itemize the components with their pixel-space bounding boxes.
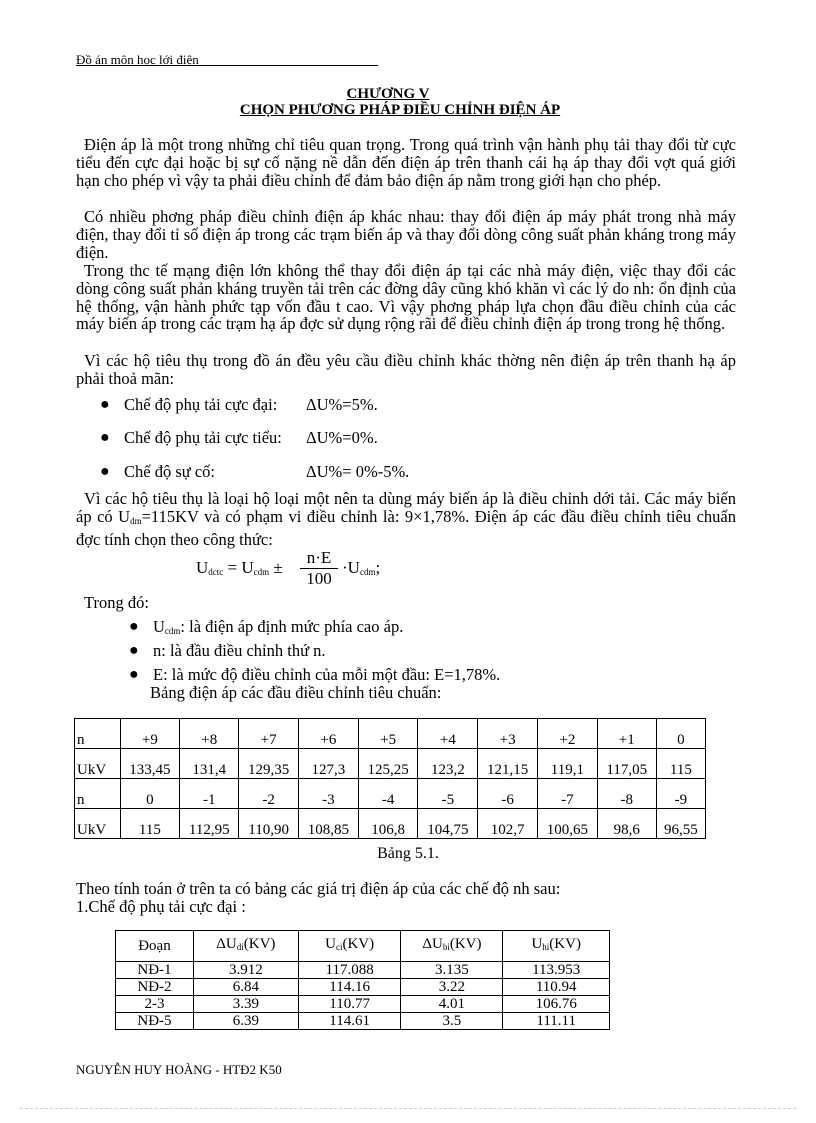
paragraph-1: Điện áp là một trong những chỉ tiêu quan trọng. Trong quá trình vận hành phụ tải thay đổi từ cực tiểu đến cực đại hoặc bị sự cố nặng nề dẫn đến điện áp trên thanh cái hạ áp thay đổi vợt quá giới hạn cho phép vì vậy ta phải điều chỉnh để đảm bảo điện áp nằm trong giới hạn cho phép. — [76, 135, 736, 190]
bullet-icon: ● — [129, 642, 139, 659]
paragraph-transformer: Vì các hộ tiêu thụ là loại hộ loại một nên ta dùng máy biến áp là điều chỉnh dới tải. Các máy biến áp có $U_{dm}=115KV$ và có phạm vi điều chỉnh là: 9×1,78%. Điện áp các đầu điều chỉnh tiêu chuẩn đợc tính chọn theo công thức: — [76, 489, 736, 549]
bullet-icon: ● — [129, 666, 139, 683]
paragraph-3: Trong thc tế mạng điện lớn không thể thay đổi điện áp tại các nhà máy điện, việc thay đổi các dòng công suất phản kháng truyền tải trên các đờng dây cũng khó khăn vì các lý do nh: ổn định của hệ thống, vận hành phức tạp vốn đầu t cao. Vì vậy phơng pháp lựa chọn đầu điều chỉnh của các máy biến áp trong các trạm hạ áp đợc sử dụng rộng rãi để điều chỉnh điện áp trong trong hệ thống. — [76, 261, 736, 334]
header-rule — [76, 65, 378, 66]
bullet-icon: ● — [100, 463, 110, 480]
page-bottom-rule — [20, 1108, 796, 1109]
subsection-title: 1.Chế độ phụ tải cực đại : — [76, 897, 246, 916]
page-footer: NGUYỄN HUY HOÀNG - HTĐ2 K50 — [76, 1062, 282, 1077]
definition-item: ● $U_{cdm}$: là điện áp định mức phía cao áp. — [129, 617, 404, 636]
table-row: 2-3 3.39 110.77 4.01 106.76 — [116, 996, 610, 1013]
tap-voltage-formula: $U_{dctc} = U_{cdm}$ ± $\frac{n\cdot E}{100}$ $\cdot U_{cdm}$; — [196, 548, 381, 588]
chapter-title: CHỌN PHƯƠNG PHÁP ĐIỀU CHỈNH ĐIỆN ÁP — [239, 102, 561, 118]
results-intro: Theo tính toán ở trên ta có bảng các giá trị điện áp của các chế độ nh sau: — [76, 879, 561, 898]
table1-title: Bảng điện áp các đầu điều chỉnh tiêu chuẩn: — [150, 683, 442, 702]
table-row: n 0 -1 -2 -3 -4 -5 -6 -7 -8 -9 — [75, 779, 706, 809]
definition-item: ● E: là mức độ điều chỉnh của mỗi một đầu: E=1,78%. — [129, 665, 501, 684]
bullet-icon: ● — [100, 396, 110, 413]
page-header: Đồ án môn học lới điện — [76, 52, 199, 67]
formula-fraction: $\frac{n\cdot E}{100}$ — [300, 548, 338, 589]
bullet-icon: ● — [100, 429, 110, 446]
table-row: UkV 133,45 131,4 129,35 127,3 125,25 123,2 121,15 119,1 117,05 115 — [75, 749, 706, 779]
bullet-icon: ● — [129, 618, 139, 635]
chapter-number: CHƯƠNG V — [346, 86, 430, 102]
definition-item: ● n: là đầu điều chỉnh thứ n. — [129, 641, 326, 660]
table-row: UkV 115 112,95 110,90 108,85 106,8 104,75 102,7 100,65 98,6 96,55 — [75, 809, 706, 839]
paragraph-2: Có nhiều phơng pháp điều chỉnh điện áp khác nhau: thay đổi điện áp máy phát trong nhà máy điện, thay đổi tỉ số điện áp trong các trạm biến áp và thay đổi dòng công suất phản kháng trong máy điện. — [76, 207, 736, 262]
table-header-row: Đoạn $\Delta U_{di}(KV)$ $U_{ci}(KV)$ $\Delta U_{bi}(KV)$ $U_{hi}(KV)$ — [116, 931, 610, 962]
table-row: NĐ-5 6.39 114.61 3.5 111.11 — [116, 1013, 610, 1030]
mode-item: ● Chế độ sự cố: ΔU%= 0%-5%. — [100, 462, 410, 481]
where-label: Trong đó: — [84, 593, 149, 612]
max-load-voltage-table — [115, 930, 610, 1030]
paragraph-4: Vì các hộ tiêu thụ trong đồ án đều yêu cầu điều chỉnh khác thờng nên điện áp trên thanh hạ áp phải thoả mãn: — [76, 351, 736, 388]
tap-voltage-table — [74, 718, 706, 839]
table-row: NĐ-2 6.84 114.16 3.22 110.94 — [116, 979, 610, 996]
table1-caption: Bảng 5.1. — [377, 845, 439, 862]
mode-item: ● Chế độ phụ tải cực đại: ΔU%=5%. — [100, 395, 378, 414]
table-row: n +9 +8 +7 +6 +5 +4 +3 +2 +1 0 — [75, 719, 706, 749]
table-row: NĐ-1 3.912 117.088 3.135 113.953 — [116, 962, 610, 979]
mode-item: ● Chế độ phụ tải cực tiểu: ΔU%=0%. — [100, 428, 378, 447]
